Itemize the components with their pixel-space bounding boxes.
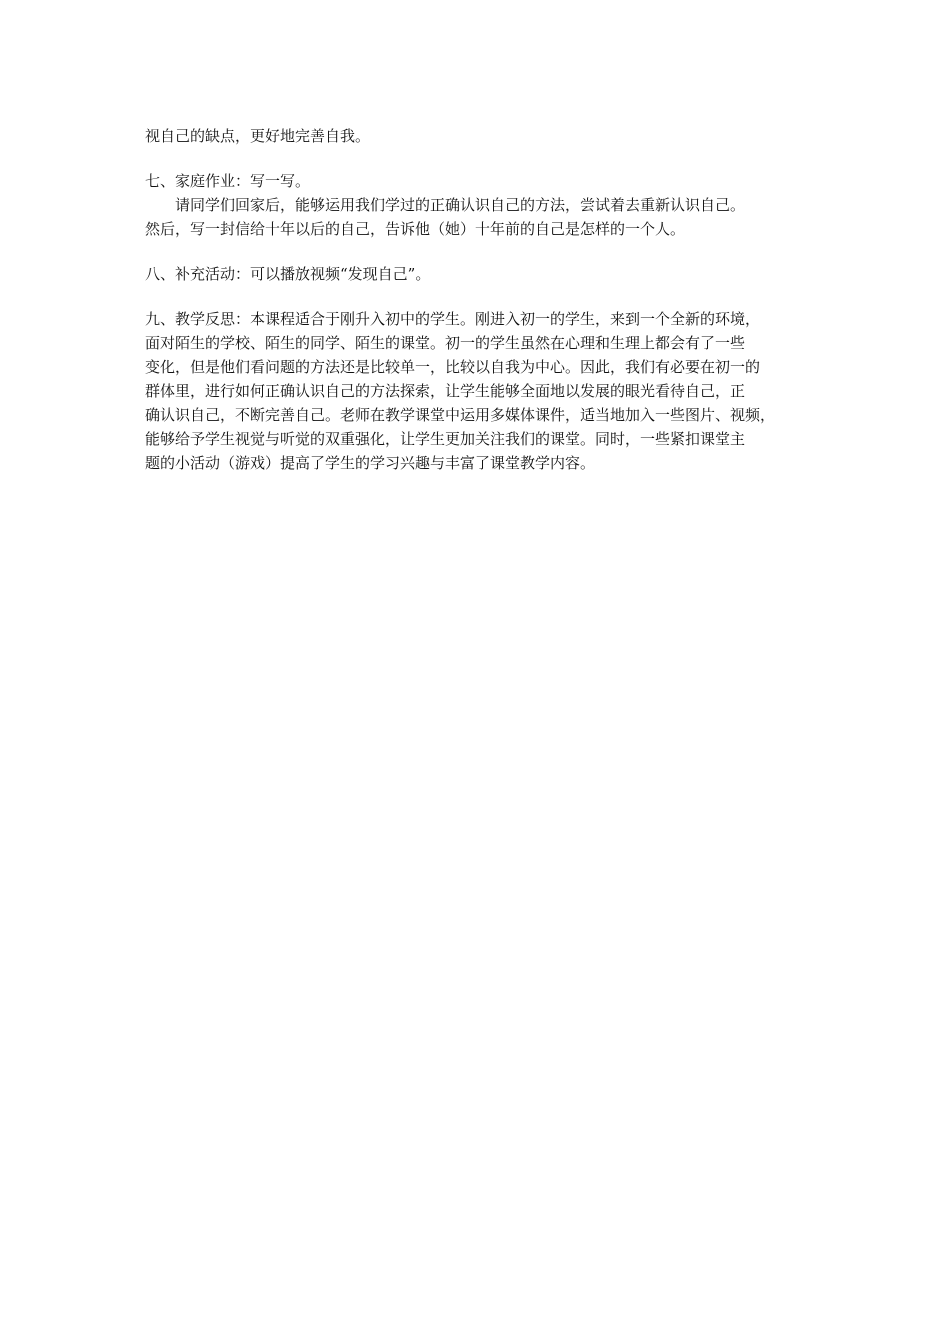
section-9-line: 群体里，进行如何正确认识自己的方法探索，让学生能够全面地以发展的眼光看待自己，正 bbox=[145, 382, 746, 400]
paragraph-spacer bbox=[145, 286, 813, 307]
section-9-line: 面对陌生的学校、陌生的同学、陌生的课堂。初一的学生虽然在心理和生理上都会有了一些 bbox=[145, 334, 746, 352]
continuation-paragraph: 视自己的缺点，更好地完善自我。 bbox=[145, 127, 371, 145]
document-body bbox=[145, 124, 813, 475]
section-9-line: 能够给予学生视觉与听觉的双重强化，让学生更加关注我们的课堂。同时，一些紧扣课堂主 bbox=[145, 430, 746, 448]
paragraph-spacer bbox=[145, 241, 813, 262]
section-9-line: 变化，但是他们看问题的方法还是比较单一，比较以自我为中心。因此，我们有必要在初一的 bbox=[145, 358, 761, 376]
section-9-line: 九、教学反思：本课程适合于刚升入初中的学生。刚进入初一的学生，来到一个全新的环境， bbox=[145, 310, 761, 328]
section-7-body-line: 请同学们回家后，能够运用我们学过的正确认识自己的方法，尝试着去重新认识自己。 bbox=[175, 196, 746, 214]
section-9-line: 确认识自己，不断完善自己。老师在教学课堂中运用多媒体课件，适当地加入一些图片、视频， bbox=[145, 406, 776, 424]
section-7-body-line: 然后，写一封信给十年以后的自己，告诉他（她）十年前的自己是怎样的一个人。 bbox=[145, 220, 686, 238]
paragraph-spacer bbox=[145, 148, 813, 169]
section-7-body bbox=[145, 193, 813, 241]
section-9-paragraph bbox=[145, 307, 813, 475]
section-9-line: 题的小活动（游戏）提高了学生的学习兴趣与丰富了课堂教学内容。 bbox=[145, 454, 596, 472]
section-8-paragraph: 八、补充活动：可以播放视频“发现自己”。 bbox=[145, 265, 431, 283]
section-7-heading: 七、家庭作业：写一写。 bbox=[145, 172, 311, 190]
